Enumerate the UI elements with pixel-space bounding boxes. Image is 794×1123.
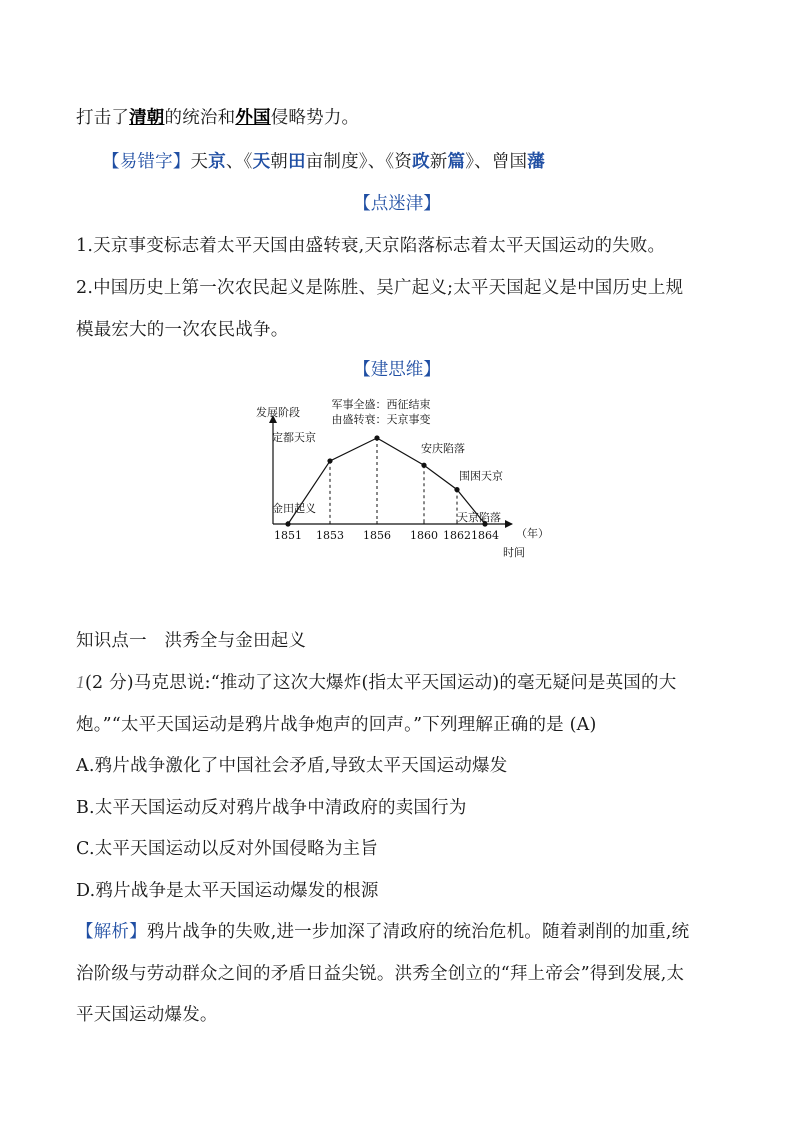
option-b: B.太平天国运动反对鸦片战争中清政府的卖国行为 <box>76 798 467 818</box>
point-label: 天京陷落 <box>457 511 501 524</box>
point-label: 安庆陷落 <box>421 442 465 456</box>
mindmap-heading: 【建思维】 <box>353 360 441 380</box>
x-tick-label: 1851 <box>274 529 302 542</box>
section-title: 知识点一 洪秀全与金田起义 <box>76 631 307 651</box>
data-point <box>421 463 426 468</box>
easy-wrong-label: 【易错字】 <box>102 152 191 172</box>
question-line-1 <box>76 669 676 694</box>
intro-prefix: 打击了 <box>76 108 130 128</box>
ew-p2: 、《 <box>225 152 253 172</box>
ew-b5: 篇 <box>447 152 466 172</box>
question-text-1: (2 分)马克思说:“推动了这次大爆炸(指太平天国运动)的毫无疑问是英国的大 <box>84 673 677 693</box>
question-number: 1 <box>76 672 85 692</box>
intro-suffix: 侵略势力。 <box>270 108 360 128</box>
development-stage-chart <box>0 396 794 596</box>
ew-p5: 新 <box>429 152 448 172</box>
ew-p3: 朝 <box>270 152 288 172</box>
option-a: A.鸦片战争激化了中国社会矛盾,导致太平天国运动爆发 <box>76 756 508 776</box>
ew-p4: 亩制度》、《资 <box>305 152 413 172</box>
question-line-2: 炮。”“太平天国运动是鸦片战争炮声的回声。”下列理解正确的是 (A) <box>76 715 597 735</box>
keyword-foreign: 外国 <box>235 108 271 128</box>
tips-item-2-line-1: 2.中国历史上第一次农民起义是陈胜、吴广起义;太平天国起义是中国历史上规 <box>76 278 684 298</box>
ew-p1: 天 <box>190 152 209 172</box>
analysis-line-3: 平天国运动爆发。 <box>76 1005 218 1025</box>
tips-item-1: 1.天京事变标志着太平天国由盛转衰,天京陷落标志着太平天国运动的失败。 <box>76 236 666 256</box>
option-d: D.鸦片战争是太平天国运动爆发的根源 <box>76 881 379 901</box>
ew-b3: 田 <box>287 152 306 172</box>
analysis-line-2: 治阶级与劳动群众之间的矛盾日益尖锐。洪秀全创立的“拜上帝会”得到发展,太 <box>76 964 685 984</box>
x-axis-unit: （年） <box>516 527 549 540</box>
data-point <box>327 458 332 463</box>
ew-p6: 》、曾国 <box>465 152 528 172</box>
tips-heading: 【点迷津】 <box>353 194 441 214</box>
intro-mid: 的统治和 <box>164 108 236 128</box>
keyword-qing: 清朝 <box>129 108 165 128</box>
x-tick-label: 1862 <box>443 529 471 542</box>
analysis-text-1: 鸦片战争的失败,进一步加深了清政府的统治危机。随着剥削的加重,统 <box>146 922 690 942</box>
data-point <box>285 521 290 526</box>
point-label: 围困天京 <box>459 469 503 483</box>
x-tick-label: 1856 <box>363 529 391 542</box>
tips-item-2-line-2: 模最宏大的一次农民战争。 <box>76 320 289 340</box>
ew-b2: 天 <box>252 152 271 172</box>
data-point <box>374 435 379 440</box>
intro-line <box>76 104 359 129</box>
easy-wrong-line <box>102 148 545 173</box>
x-axis-label: 时间 <box>503 546 525 559</box>
ew-b1: 京 <box>208 152 226 172</box>
x-tick-label: 1864 <box>471 529 499 542</box>
data-point <box>454 487 459 492</box>
point-label: 金田起义 <box>272 502 316 515</box>
x-tick-label: 1853 <box>316 529 344 542</box>
point-label: 由盛转衰：天京事变 <box>331 413 431 426</box>
ew-b4: 政 <box>412 152 430 172</box>
ew-b6: 藩 <box>527 152 545 172</box>
y-axis-label: 发展阶段 <box>256 406 300 419</box>
analysis-line-1 <box>76 918 689 943</box>
point-label: 定都天京 <box>272 430 316 444</box>
x-tick-label: 1860 <box>410 529 438 542</box>
analysis-label: 【解析】 <box>76 922 147 942</box>
option-c: C.太平天国运动以反对外国侵略为主旨 <box>76 839 378 859</box>
point-label: 军事全盛：西征结束 <box>331 398 431 411</box>
